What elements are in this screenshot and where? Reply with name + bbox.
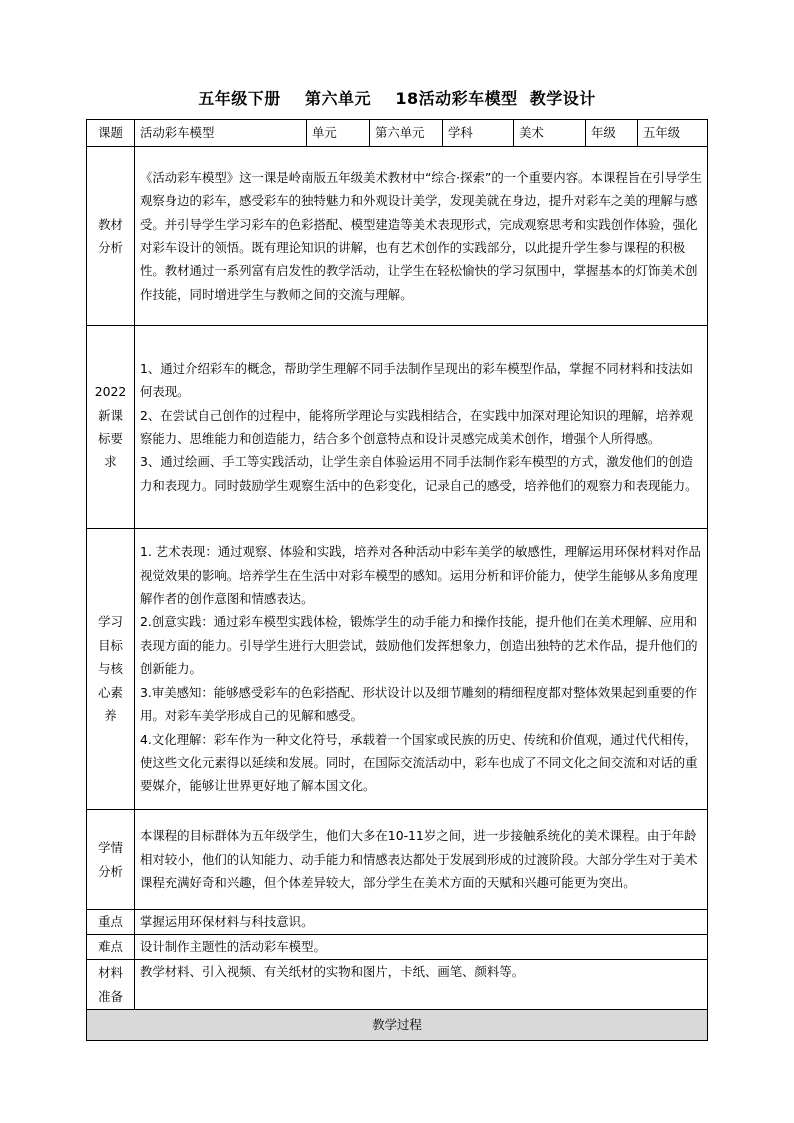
header-row [87,120,708,147]
student-analysis-row [87,810,708,910]
label-line: 准备 [98,988,123,1004]
paragraph: 4.文化理解：彩车作为一种文化符号，承载着一个国家或民族的历史、传统和价值观，通过代代相传，使这些文化元素得以延续和发展。同时，在国际交流活动中，彩车也成了不同文化之间交流和对话的重要媒介，能够让世界更好地了解本国文化。 [140,731,698,794]
process-row [87,1010,708,1041]
paragraph: 《活动彩车模型》这一课是岭南版五年级美术教材中“综合·探索”的一个重要内容。本课程旨在引导学生观察身边的彩车，感受彩车的独特魅力和外观设计美学，发现美就在身边，提升对彩车之美的理解与感受。并引导学生学习彩车的色彩搭配、模型建造等美术表现形式，完成观察思考和实践创作体验，强化对彩车设计的领悟。既有理论知识的讲解，也有艺术创作的实践部分，以此提升学生参与课程的积极性。教材通过一系列富有启发性的教学活动，让学生在轻松愉快的学习氛围中，掌握基本的灯饰美术创作技能，同时增进学生与教师之间的交流与理解。 [140,169,702,302]
learning-goals-text [135,529,708,810]
label-line: 标要 [98,431,123,446]
student-analysis-label [87,810,135,910]
subject-value: 美术 [514,120,586,147]
lesson-plan-table [86,119,708,1041]
unit-value: 第六单元 [370,120,443,147]
grade-label: 年级 [586,120,638,147]
label-line: 教材 [98,216,123,232]
label-line: 分析 [98,863,123,879]
difficulty-text: 设计制作主题性的活动彩车模型。 [135,935,708,960]
label-line: 学习 [98,614,123,630]
curriculum-standard-row [87,326,708,529]
learning-goals-label [87,529,135,810]
paragraph: 本课程的目标群体为五年级学生，他们大多在10-11岁之间，进一步接触系统化的美术课程。由于年龄相对较小，他们的认知能力、动手能力和情感表达都处于发展到形成的过渡阶段。大部分学生对于美术课程充满好奇和兴趣，但个体差异较大，部分学生在美术方面的天赋和兴趣可能更为突出。 [140,828,698,891]
paragraph: 2、在尝试自己创作的过程中，能将所学理论与实践相结合，在实践中加深对理论知识的理解，培养观察能力、思维能力和创造能力，结合多个创意特点和设计灵感完成美术创作，增强个人所得感。 [140,407,694,446]
paragraph: 2.创意实践：通过彩车模型实践体检，锻炼学生的动手能力和操作技能，提升他们在美术理解、应用和表现方面的能力。引导学生进行大胆尝试，鼓励他们发挥想象力，创造出独特的艺术作品，提升他们的创新能力。 [140,614,698,677]
materials-label [87,960,135,1010]
course-value: 活动彩车模型 [135,120,307,147]
process-header: 教学过程 [87,1010,708,1041]
student-analysis-text [135,810,708,910]
paragraph: 1. 艺术表现：通过观察、体验和实践，培养对各种活动中彩车美学的敏感性，理解运用环保材料对作品视觉效果的影响。培养学生在生活中对彩车模型的感知。运用分析和评价能力，使学生能够从多角度理解作者的创作意图和情感表达。 [140,544,701,607]
label-line: 养 [104,708,117,724]
subject-label: 学科 [443,120,514,147]
key-point-text: 掌握运用环保材料与科技意识。 [135,910,708,935]
paragraph: 3.审美感知：能够感受彩车的色彩搭配、形状设计以及细节雕刻的精细程度都对整体效果起到重要的作用。对彩车美学形成自己的见解和感受。 [140,684,698,724]
curriculum-standard-label [87,326,135,529]
grade-value: 五年级 [638,120,708,147]
paragraph: 1、通过介绍彩车的概念，帮助学生理解不同手法制作呈现出的彩车模型作品，掌握不同材料和技法如何表现。 [140,360,694,400]
curriculum-standard-text [135,326,708,529]
unit-label: 单元 [307,120,370,147]
textbook-analysis-label [87,147,135,326]
key-point-row [87,910,708,935]
learning-goals-row [87,529,708,810]
label-line: 与核 [98,661,123,677]
label-line: 2022 [94,384,127,400]
materials-text: 教学材料、引入视频、有关纸材的实物和图片，卡纸、画笔、颜料等。 [135,960,708,1010]
label-line: 求 [104,454,117,470]
label-line: 分析 [98,240,123,255]
difficulty-row [87,935,708,960]
label-line: 目标 [98,637,123,653]
document-title: 五年级下册 第六单元 18活动彩车模型 教学设计 [198,89,596,108]
label-line: 心素 [98,684,123,700]
label-line: 学情 [98,840,123,856]
materials-row [87,960,708,1010]
key-point-label: 重点 [87,910,135,935]
textbook-analysis-row [87,147,708,326]
label-line: 材料 [98,965,123,981]
paragraph: 3、通过绘画、手工等实践活动，让学生亲自体验运用不同手法制作彩车模型的方式，激发他们的创造力和表现力。同时鼓励学生观察生活中的色彩变化，记录自己的感受，培养他们的观察力和表现能力。 [140,454,698,493]
difficulty-label: 难点 [87,935,135,960]
label-line: 新课 [98,407,123,423]
course-label: 课题 [87,120,135,147]
textbook-analysis-text [135,147,708,326]
